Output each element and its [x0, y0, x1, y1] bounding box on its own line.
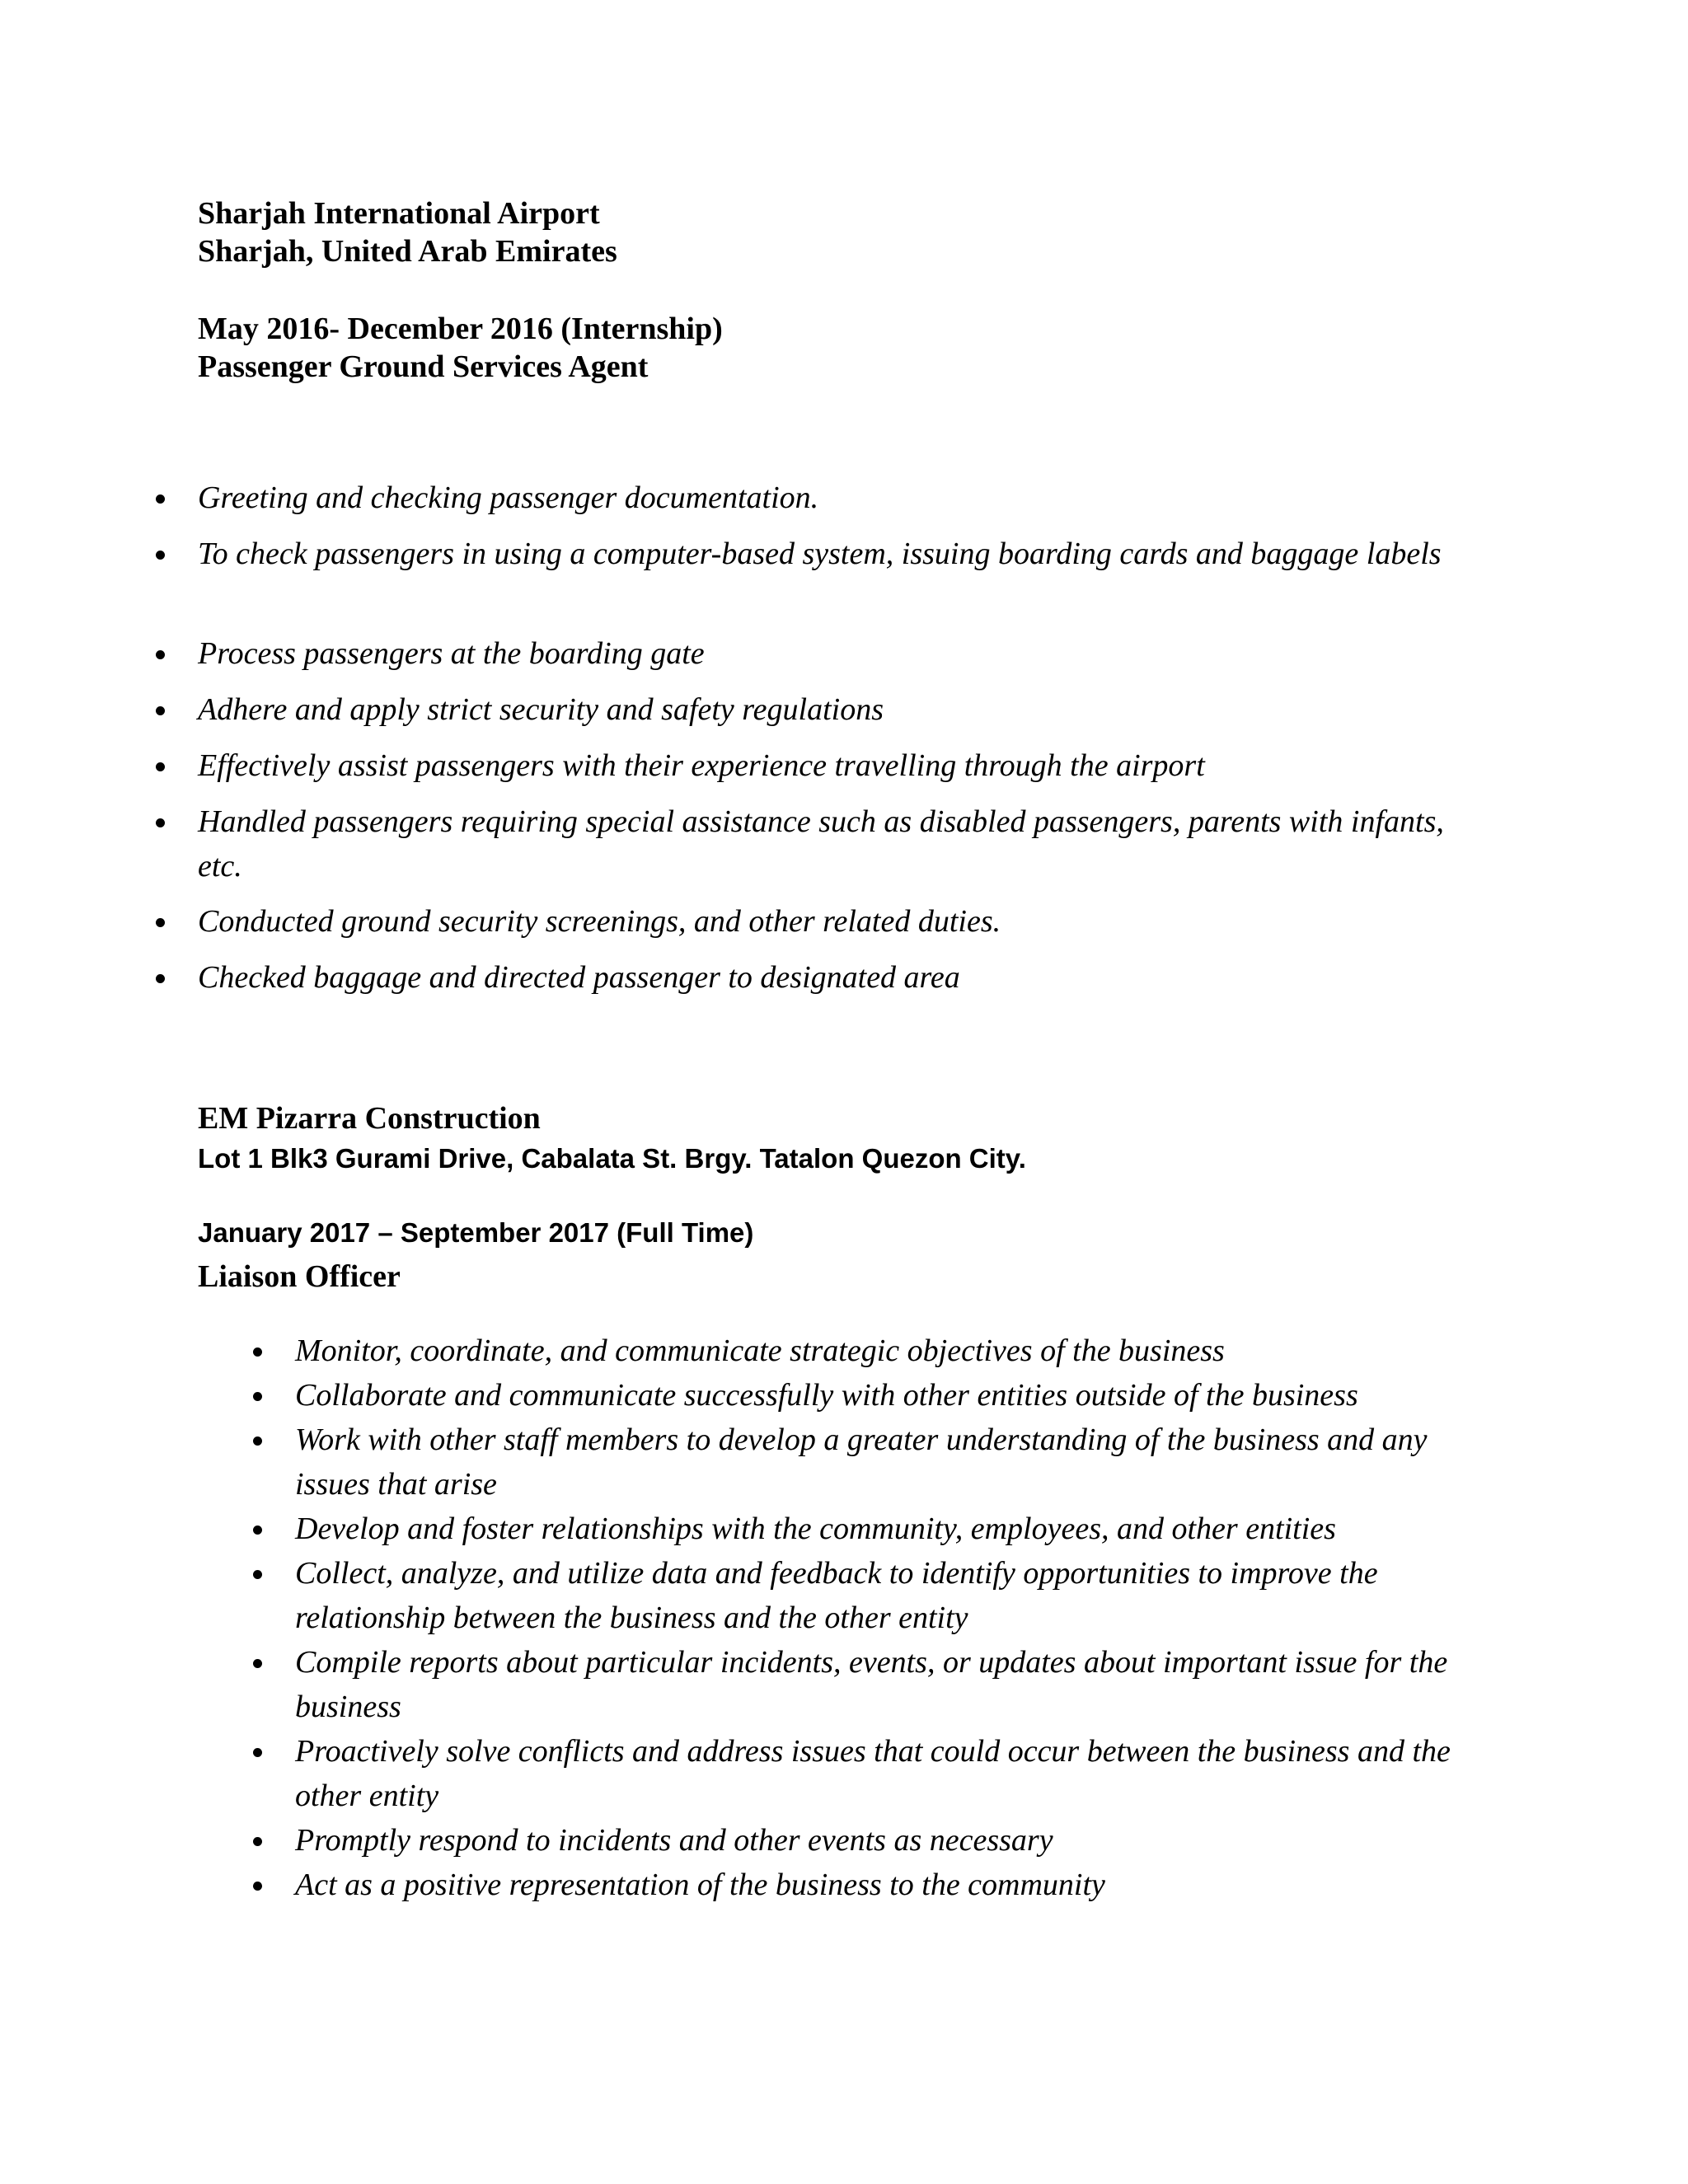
bullet-icon — [253, 1659, 262, 1668]
job1-company: Sharjah International Airport — [198, 196, 600, 231]
bullet-icon — [253, 1526, 262, 1535]
job1-dates: May 2016- December 2016 (Internship) — [198, 312, 723, 346]
bullet-icon — [156, 494, 165, 504]
list-item: Conducted ground security screenings, and other related duties. — [198, 899, 1484, 944]
list-item: Proactively solve conflicts and address issues that could occur between the business and the other entity — [295, 1729, 1490, 1818]
list-item: Monitor, coordinate, and communicate strategic objectives of the business — [295, 1329, 1490, 1373]
list-item: Checked baggage and directed passenger to designated area — [198, 955, 1484, 1000]
list-item: Adhere and apply strict security and safety regulations — [198, 687, 1484, 732]
bullet-icon — [156, 974, 165, 983]
job2-company: EM Pizarra Construction — [198, 1101, 541, 1136]
bullet-icon — [253, 1570, 262, 1579]
bullet-icon — [253, 1882, 262, 1891]
bullet-icon — [156, 650, 165, 659]
bullet-icon — [156, 918, 165, 927]
bullet-icon — [253, 1347, 262, 1357]
bullet-icon — [253, 1837, 262, 1846]
job1-location: Sharjah, United Arab Emirates — [198, 234, 617, 269]
bullet-icon — [253, 1748, 262, 1757]
job1-title: Passenger Ground Services Agent — [198, 349, 649, 384]
list-item: To check passengers in using a computer-based system, issuing boarding cards and baggage labels — [198, 532, 1484, 576]
list-item: Effectively assist passengers with their experience travelling through the airport — [198, 743, 1484, 788]
job2-dates: January 2017 – September 2017 (Full Time) — [198, 1217, 754, 1248]
list-item: Collaborate and communicate successfully with other entities outside of the business — [295, 1373, 1490, 1418]
list-item: Greeting and checking passenger documentation. — [198, 476, 1484, 520]
list-item: Develop and foster relationships with the community, employees, and other entities — [295, 1507, 1490, 1551]
bullet-icon — [156, 818, 165, 827]
list-item: Process passengers at the boarding gate — [198, 631, 1484, 676]
list-item: Compile reports about particular incidents, events, or updates about important issue for the business — [295, 1640, 1490, 1729]
bullet-icon — [253, 1436, 262, 1446]
bullet-icon — [156, 551, 165, 560]
list-item: Act as a positive representation of the business to the community — [295, 1863, 1490, 1907]
job2-address: Lot 1 Blk3 Gurami Drive, Cabalata St. Brgy. Tatalon Quezon City. — [198, 1143, 1026, 1174]
list-item: Collect, analyze, and utilize data and feedback to identify opportunities to improve the relationship between the business and the other entity — [295, 1551, 1490, 1640]
list-item: Handled passengers requiring special assistance such as disabled passengers, parents with infants, etc. — [198, 799, 1484, 888]
bullet-icon — [156, 706, 165, 715]
list-item: Promptly respond to incidents and other events as necessary — [295, 1818, 1490, 1863]
bullet-icon — [253, 1392, 262, 1401]
list-item: Work with other staff members to develop a greater understanding of the business and any issues that arise — [295, 1418, 1490, 1507]
bullet-icon — [156, 762, 165, 771]
job2-title: Liaison Officer — [198, 1259, 401, 1294]
